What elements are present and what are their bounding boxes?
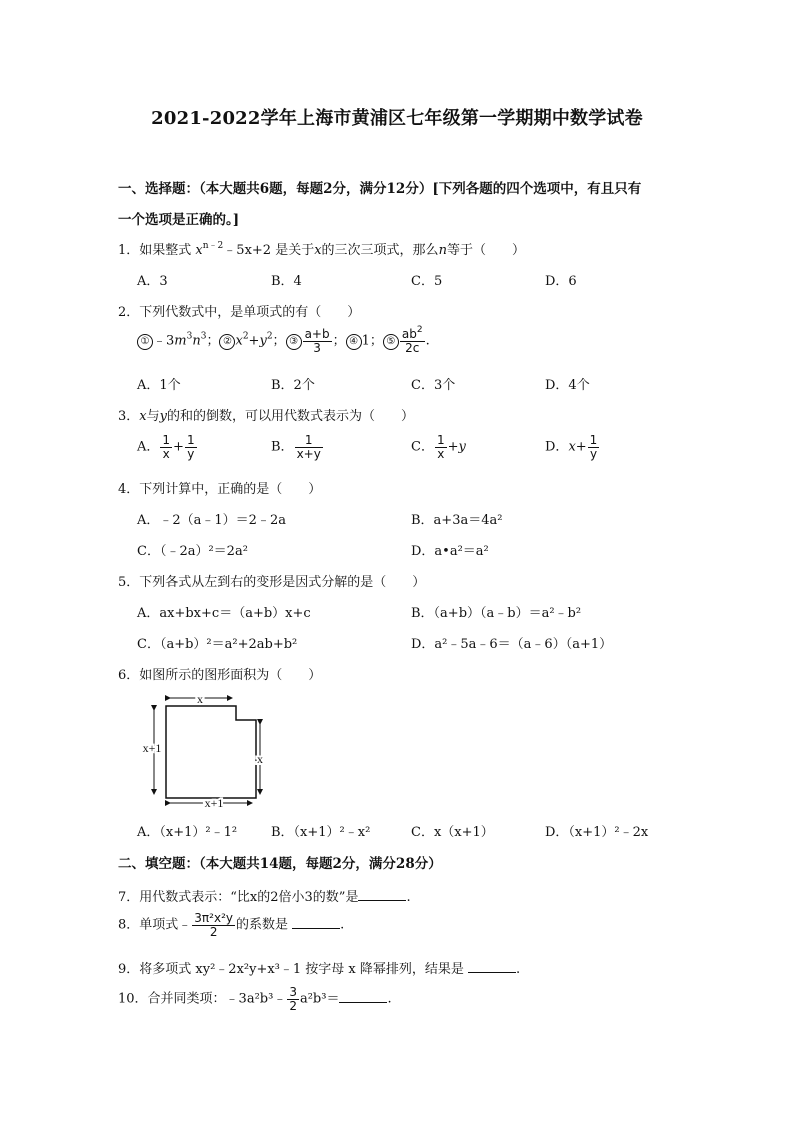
question-4: 4．下列计算中，正确的是（ ） (118, 482, 322, 497)
circled-number-2: ② (219, 334, 235, 350)
figure-outline (166, 706, 256, 798)
answer-blank[interactable] (468, 960, 516, 973)
q4-option-a[interactable]: A．﹣2（a﹣1）＝2﹣2a (137, 513, 286, 528)
q2-option-a[interactable]: A．1个 (137, 378, 181, 393)
q4-option-b[interactable]: B．a+3a＝4a² (411, 513, 503, 528)
q1-option-a[interactable]: A．3 (137, 274, 168, 289)
answer-blank[interactable] (292, 916, 340, 929)
dim-bottom-label: x+1 (204, 796, 224, 810)
q6-option-a[interactable]: A．（x+1）²﹣1² (137, 825, 238, 840)
q1-option-c[interactable]: C．5 (411, 274, 443, 289)
q1-option-b[interactable]: B．4 (271, 274, 302, 289)
q6-option-c[interactable]: C．x（x+1） (411, 825, 494, 840)
dim-top-label: x (197, 692, 203, 706)
q5-option-b[interactable]: B．（a+b）（a﹣b）＝a²﹣b² (411, 606, 582, 621)
dim-right-label: x (257, 752, 263, 766)
fraction: $\frac{1}{x}$ (436, 433, 445, 461)
q3-option-a[interactable]: A． $\frac{1}{x}$ + $\frac{1}{y}$ (137, 433, 195, 461)
circled-number-4: ④ (346, 334, 362, 350)
q2-option-b[interactable]: B．2个 (271, 378, 315, 393)
question-9: 9．将多项式 xy²﹣2x²y+x³﹣1 按字母 x 降幂排列，结果是 . (118, 962, 521, 977)
question-1: 1．如果整式 $x^{n﹣2}﹣5x+2$ 是关于x的三次三项式，那么n等于（ ） (118, 241, 525, 258)
question-7: 7．用代数式表示：“比x的2倍小3的数”是 . (118, 890, 411, 905)
q5-option-c[interactable]: C．（a+b）²＝a²+2ab+b² (137, 637, 298, 652)
circled-number-5: ⑤ (383, 334, 399, 350)
dim-left-label: x+1 (142, 741, 162, 755)
q6-option-d[interactable]: D．（x+1）²﹣2x (545, 825, 649, 840)
fraction: $\frac{3}{2}$ (289, 985, 297, 1013)
q3-option-d[interactable]: D．x+ $\frac{1}{y}$ (545, 433, 598, 461)
question-10: 10．合并同类项：﹣3a²b³﹣ $\frac{3}{2}$ a²b³＝ . (118, 985, 392, 1013)
section-heading-choice-cont: 一个选项是正确的。] (118, 212, 240, 228)
fraction: $\frac{1}{x+y}$ (296, 433, 321, 461)
q6-option-b[interactable]: B．（x+1）²﹣x² (271, 825, 371, 840)
question-3: 3．x与y的和的倒数，可以用代数式表示为（ ） (118, 409, 415, 424)
section-heading-fill: 二、填空题：（本大题共14题，每题2分，满分28分） (118, 856, 442, 872)
question-6: 6．如图所示的图形面积为（ ） (118, 668, 322, 683)
q5-option-d[interactable]: D．a²﹣5a﹣6＝（a﹣6）（a+1） (411, 637, 613, 652)
q4-option-c[interactable]: C．（﹣2a）²＝2a² (137, 544, 248, 559)
q5-option-a[interactable]: A．ax+bx+c＝（a+b）x+c (137, 606, 311, 621)
circled-number-1: ① (137, 334, 153, 350)
fraction: $\frac{1}{x}$ (162, 433, 171, 461)
q2-option-c[interactable]: C．3个 (411, 378, 456, 393)
q1-option-d[interactable]: D．6 (545, 274, 577, 289)
q4-option-d[interactable]: D．a•a²＝a² (411, 544, 489, 559)
fraction: $\frac{a+b}{3}$ (304, 327, 330, 355)
section-heading-choice: 一、选择题：（本大题共6题，每题2分，满分12分）[下列各题的四个选项中，有且只有 (118, 181, 642, 197)
fraction: $\frac{ab^2}{2c}$ (401, 325, 423, 355)
q3-option-c[interactable]: C． $\frac{1}{x}$ +y (411, 433, 466, 461)
area-figure (138, 688, 278, 812)
q2-expressions: ① $﹣3m^3n^3$； ② $x^2+y^2$； ③ $\frac{a+b}{3}$ ； ④ 1； ⑤ $\frac{ab^2}{2c}$ . (137, 328, 430, 354)
circled-number-3: ③ (286, 334, 302, 350)
fraction: $\frac{\text{3π²x²y}}{2}$ (194, 911, 233, 939)
question-8: 8．单项式﹣ $\frac{\text{3π²x²y}}{2}$ 的系数是 . (118, 911, 345, 939)
question-2: 2．下列代数式中，是单项式的有（ ） (118, 305, 361, 320)
question-5: 5．下列各式从左到右的变形是因式分解的是（ ） (118, 575, 426, 590)
q3-option-b[interactable]: B． $\frac{1}{x+y}$ (271, 433, 321, 461)
page-title: 2021-2022学年上海市黄浦区七年级第一学期期中数学试卷 (151, 108, 643, 129)
answer-blank[interactable] (339, 990, 387, 1003)
answer-blank[interactable] (358, 888, 406, 901)
fraction: $\frac{1}{y}$ (186, 433, 195, 461)
fraction: $\frac{1}{y}$ (589, 433, 598, 461)
q2-option-d[interactable]: D．4个 (545, 378, 590, 393)
